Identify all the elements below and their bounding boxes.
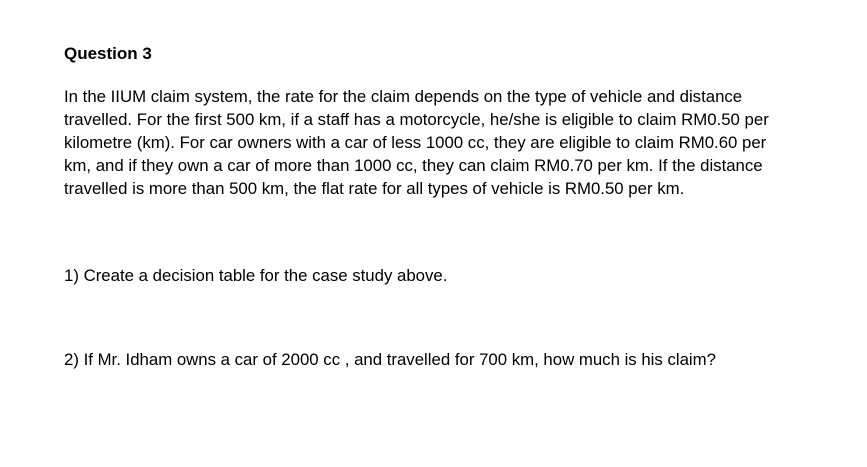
paragraph-line: km, and if they own a car of more than 1000 cc, they can claim RM0.70 per km. If the distance bbox=[64, 156, 763, 175]
paragraph-line: kilometre (km). For car owners with a car of less 1000 cc, they are eligible to claim RM0.60 per bbox=[64, 133, 767, 152]
case-study-paragraph bbox=[64, 85, 854, 200]
task-2-text: 2) If Mr. Idham owns a car of 2000 cc , and travelled for 700 km, how much is his claim? bbox=[64, 350, 716, 369]
paragraph-line: In the IIUM claim system, the rate for the claim depends on the type of vehicle and distance bbox=[64, 87, 743, 106]
task-1-text: 1) Create a decision table for the case study above. bbox=[64, 266, 448, 285]
question-heading: Question 3 bbox=[64, 44, 152, 63]
paragraph-line: travelled. For the first 500 km, if a staff has a motorcycle, he/she is eligible to claim RM0.50 per bbox=[64, 110, 769, 129]
paragraph-line: travelled is more than 500 km, the flat rate for all types of vehicle is RM0.50 per km. bbox=[64, 179, 685, 198]
